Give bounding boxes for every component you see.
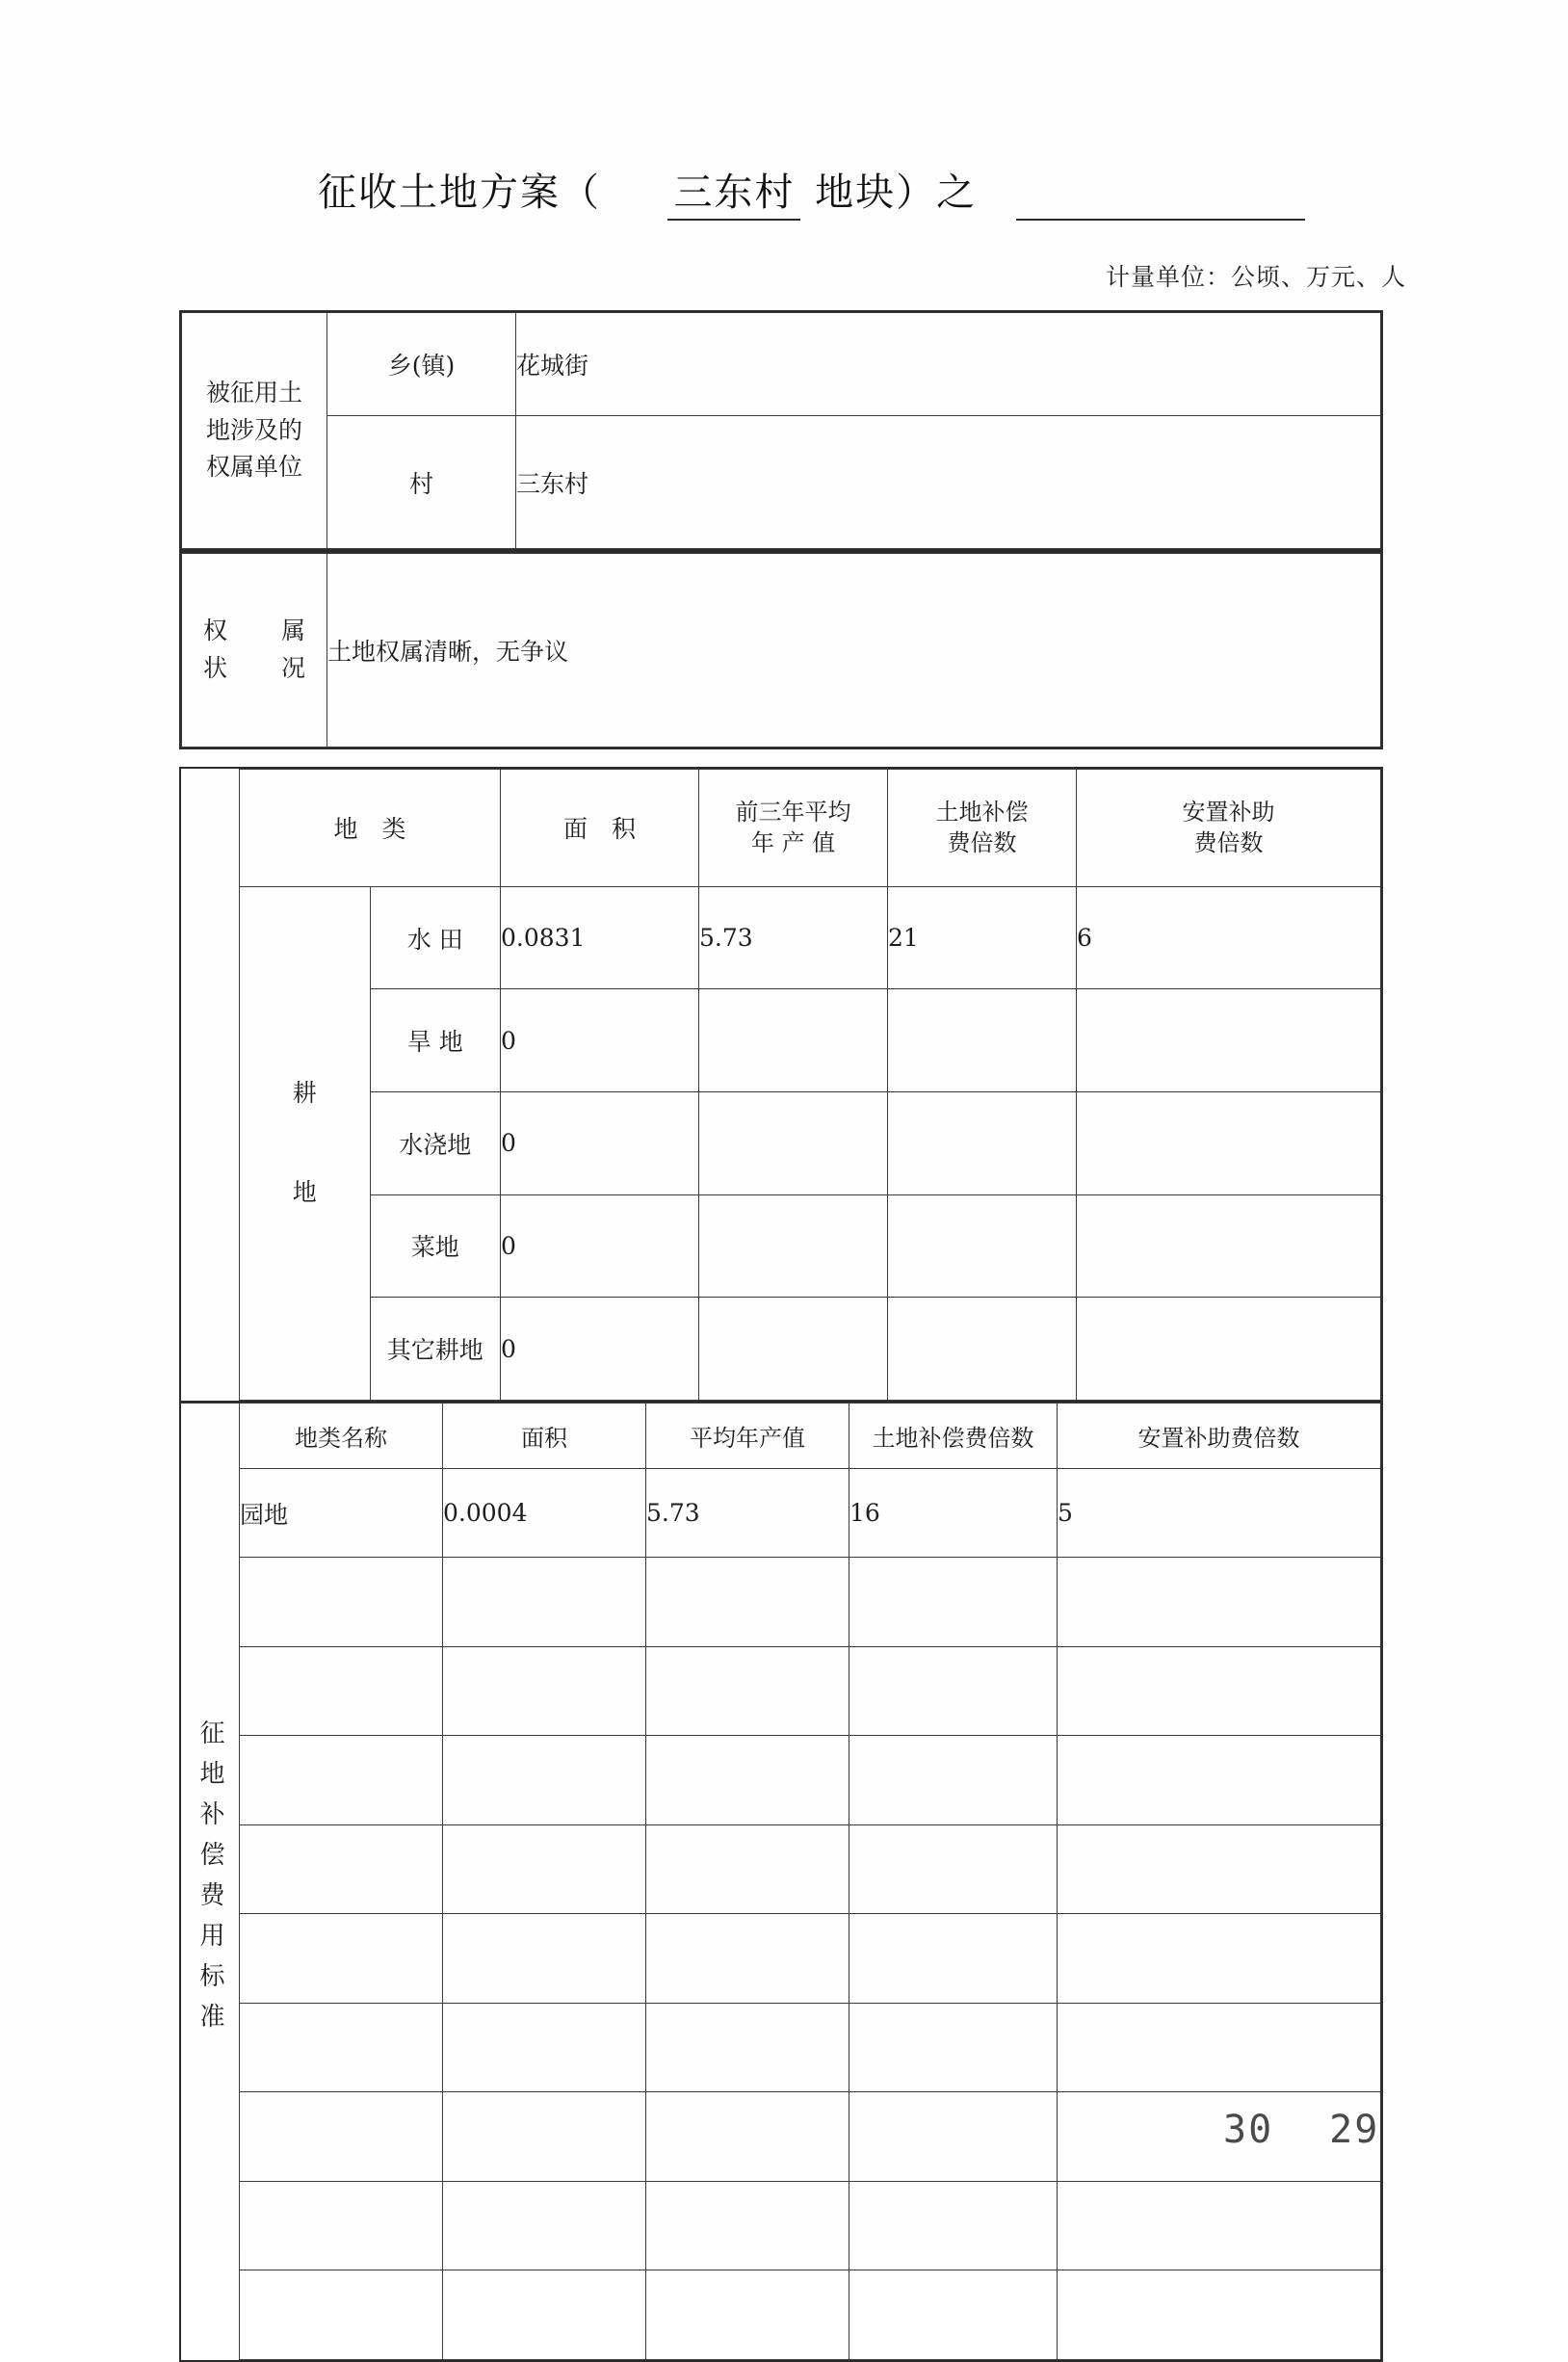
page-number-left: 30 — [1223, 2108, 1274, 2152]
row-name-vegetable: 菜地 — [370, 1194, 501, 1298]
lower-row-landmult-2[interactable] — [849, 1646, 1058, 1736]
lower-row-area-7[interactable] — [443, 2092, 646, 2182]
status-label-1a: 权 — [202, 617, 227, 645]
ownership-label-line-2: 地涉及的 — [205, 415, 302, 444]
status-label-1b: 属 — [281, 617, 306, 645]
lower-row-area-2[interactable] — [443, 1646, 646, 1736]
header-area: 面 积 — [501, 770, 699, 887]
unit-note: 计量单位：公顷、万元、人 — [1105, 263, 1406, 291]
status-label-2a: 状 — [202, 654, 227, 682]
row-name-other-cultivated: 其它耕地 — [370, 1298, 501, 1401]
row-resettle-irrigated[interactable] — [1077, 1092, 1381, 1195]
row-resettle-vegetable[interactable] — [1077, 1194, 1381, 1298]
page-number-footer — [1223, 2108, 1512, 2152]
page-number-right: 29 — [1329, 2108, 1380, 2152]
ownership-label-line-3: 权属单位 — [205, 453, 302, 482]
lower-row-resettle-4[interactable] — [1058, 1824, 1381, 1914]
lower-row-resettle-1[interactable] — [1058, 1558, 1381, 1647]
table-row — [181, 1736, 1381, 1825]
lower-row-yield-1[interactable] — [646, 1558, 849, 1647]
lower-row-name-7[interactable] — [240, 2092, 443, 2182]
header-category: 地 类 — [240, 770, 501, 887]
lower-row-resettle-6[interactable] — [1058, 2003, 1381, 2092]
lower-row-yield-9[interactable] — [646, 2270, 849, 2360]
row-landmult-irrigated[interactable] — [888, 1092, 1077, 1195]
lower-header-resettle: 安置补助费倍数 — [1058, 1404, 1381, 1469]
row-area-irrigated[interactable]: 0 — [501, 1092, 699, 1195]
lower-row-landmult-8[interactable] — [849, 2181, 1058, 2270]
lower-row-name-3[interactable] — [240, 1736, 443, 1825]
table-row — [181, 1824, 1381, 1914]
row-yield-other-cultivated[interactable] — [699, 1298, 888, 1401]
row-name-paddy: 水 田 — [370, 886, 501, 989]
ownership-row-label — [182, 313, 327, 549]
group-label-line-1: 耕 — [292, 1079, 317, 1108]
group-label-cultivated — [240, 886, 371, 1400]
lower-row-area-9[interactable] — [443, 2270, 646, 2360]
status-label-2b: 况 — [281, 654, 306, 682]
lower-row-resettle-8[interactable] — [1058, 2181, 1381, 2270]
ownership-units-table — [179, 310, 1383, 551]
lower-row-yield-3[interactable] — [646, 1736, 849, 1825]
table-row — [181, 1646, 1381, 1736]
row-resettle-paddy[interactable]: 6 — [1077, 886, 1381, 989]
lower-row-name-8[interactable] — [240, 2181, 443, 2270]
lower-row-name-6[interactable] — [240, 2003, 443, 2092]
township-label: 乡(镇) — [327, 313, 516, 416]
lower-row-yield-8[interactable] — [646, 2181, 849, 2270]
table-row — [181, 2270, 1381, 2360]
header-land-comp — [888, 770, 1077, 887]
row-name-dryland: 旱 地 — [370, 989, 501, 1092]
title-plot-suffix: 地块）之 — [815, 171, 978, 215]
title-blank-field[interactable] — [1016, 182, 1305, 221]
title-plot-name: 三东村 — [667, 162, 800, 221]
lower-row-yield-4[interactable] — [646, 1824, 849, 1914]
lower-row-resettle-9[interactable] — [1058, 2270, 1381, 2360]
table-row — [181, 1914, 1381, 2004]
header-resettle-line1: 安置补助 — [1182, 798, 1275, 826]
row-area-dryland[interactable]: 0 — [501, 989, 699, 1092]
page-title — [0, 162, 1568, 221]
lower-row-resettle-3[interactable] — [1058, 1736, 1381, 1825]
side-label-cell-top — [181, 770, 240, 1401]
lower-row-resettle-2[interactable] — [1058, 1646, 1381, 1736]
lower-row-resettle-0[interactable]: 5 — [1058, 1468, 1381, 1558]
table-row — [181, 2092, 1381, 2182]
status-row-label — [182, 554, 327, 748]
lower-row-area-1[interactable] — [443, 1558, 646, 1647]
lower-row-landmult-3[interactable] — [849, 1736, 1058, 1825]
header-land-comp-line2: 费倍数 — [947, 829, 1017, 857]
lower-row-yield-2[interactable] — [646, 1646, 849, 1736]
lower-row-landmult-7[interactable] — [849, 2092, 1058, 2182]
lower-header-avg-yield: 平均年产值 — [646, 1404, 849, 1469]
row-landmult-dryland[interactable] — [888, 989, 1077, 1092]
table-row — [181, 886, 1381, 989]
row-yield-paddy[interactable]: 5.73 — [699, 886, 888, 989]
row-landmult-other-cultivated[interactable] — [888, 1298, 1077, 1401]
title-prefix: 征收土地方案（ — [318, 171, 601, 215]
header-avg-yield-line1: 前三年平均 — [735, 798, 851, 826]
group-label-line-2: 地 — [292, 1177, 317, 1206]
status-value[interactable]: 土地权属清晰，无争议 — [327, 554, 1381, 748]
lower-row-area-8[interactable] — [443, 2181, 646, 2270]
table-row — [181, 1468, 1381, 1558]
row-landmult-vegetable[interactable] — [888, 1194, 1077, 1298]
row-resettle-other-cultivated[interactable] — [1077, 1298, 1381, 1401]
table-row — [181, 2181, 1381, 2270]
lower-header-area: 面积 — [443, 1404, 646, 1469]
table-row — [181, 2003, 1381, 2092]
lower-row-name-2[interactable] — [240, 1646, 443, 1736]
lower-header-category: 地类名称 — [240, 1404, 443, 1469]
lower-row-area-3[interactable] — [443, 1736, 646, 1825]
lower-row-area-4[interactable] — [443, 1824, 646, 1914]
side-label-text: 征地补偿费用标准 — [196, 1719, 224, 2044]
lower-row-name-5[interactable] — [240, 1914, 443, 2004]
side-label-compensation-standard — [181, 1404, 240, 2360]
header-resettle-line2: 费倍数 — [1193, 829, 1264, 857]
row-landmult-paddy[interactable]: 21 — [888, 886, 1077, 989]
row-yield-irrigated[interactable] — [699, 1092, 888, 1195]
row-name-irrigated: 水浇地 — [370, 1092, 501, 1195]
lower-row-landmult-4[interactable] — [849, 1824, 1058, 1914]
lower-row-area-0[interactable]: 0.0004 — [443, 1468, 646, 1558]
township-value[interactable]: 花城街 — [516, 313, 1381, 416]
lower-row-yield-0[interactable]: 5.73 — [646, 1468, 849, 1558]
village-value[interactable]: 三东村 — [516, 416, 1381, 549]
row-yield-dryland[interactable] — [699, 989, 888, 1092]
lower-compensation-table — [179, 1403, 1383, 2362]
lower-row-name-9[interactable] — [240, 2270, 443, 2360]
lower-row-landmult-0[interactable]: 16 — [849, 1468, 1058, 1558]
row-area-paddy[interactable]: 0.0831 — [501, 886, 699, 989]
table-row — [181, 1558, 1381, 1647]
land-compensation-table — [179, 767, 1383, 1403]
row-area-other-cultivated[interactable]: 0 — [501, 1298, 699, 1401]
ownership-label-line-1: 被征用土 — [205, 378, 302, 407]
lower-row-landmult-6[interactable] — [849, 2003, 1058, 2092]
lower-row-area-6[interactable] — [443, 2003, 646, 2092]
lower-row-landmult-9[interactable] — [849, 2270, 1058, 2360]
lower-header-land-comp: 土地补偿费倍数 — [849, 1404, 1058, 1469]
lower-row-landmult-1[interactable] — [849, 1558, 1058, 1647]
lower-row-area-5[interactable] — [443, 1914, 646, 2004]
lower-row-resettle-5[interactable] — [1058, 1914, 1381, 2004]
header-land-comp-line1: 土地补偿 — [935, 798, 1029, 826]
row-yield-vegetable[interactable] — [699, 1194, 888, 1298]
ownership-status-table — [179, 551, 1383, 749]
lower-row-yield-7[interactable] — [646, 2092, 849, 2182]
row-resettle-dryland[interactable] — [1077, 989, 1381, 1092]
lower-row-yield-5[interactable] — [646, 1914, 849, 2004]
lower-row-yield-6[interactable] — [646, 2003, 849, 2092]
village-label: 村 — [327, 416, 516, 549]
lower-row-name-0[interactable]: 园地 — [240, 1468, 443, 1558]
header-avg-yield — [699, 770, 888, 887]
header-resettle — [1077, 770, 1381, 887]
header-avg-yield-line2: 年 产 值 — [750, 829, 836, 857]
row-area-vegetable[interactable]: 0 — [501, 1194, 699, 1298]
lower-row-landmult-5[interactable] — [849, 1914, 1058, 2004]
lower-row-name-4[interactable] — [240, 1824, 443, 1914]
lower-row-name-1[interactable] — [240, 1558, 443, 1647]
